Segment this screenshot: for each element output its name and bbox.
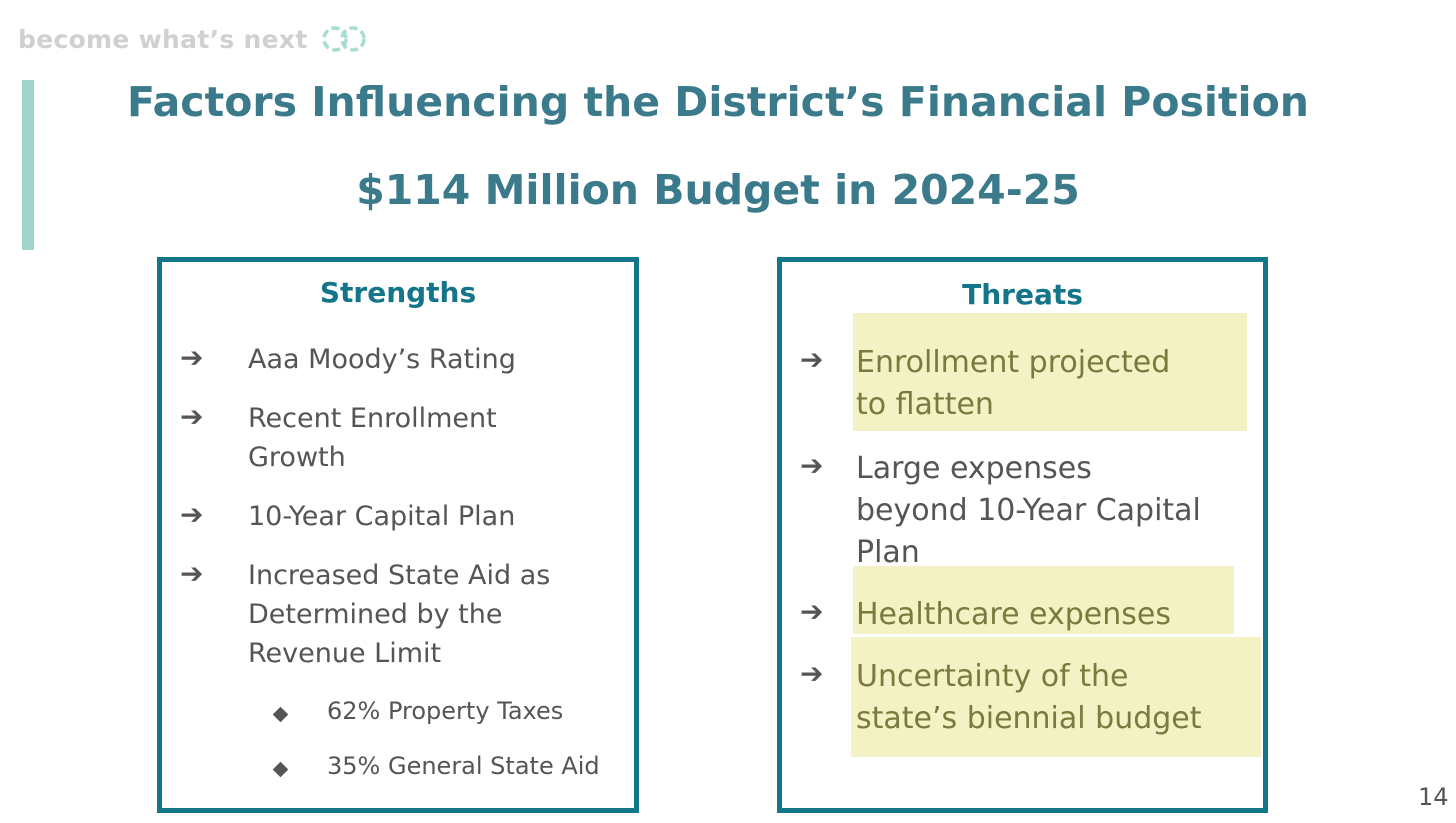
strength-line: Increased State Aid as <box>248 560 551 591</box>
strength-line: Revenue Limit <box>248 638 442 669</box>
sub-item-text: 35% General State Aid <box>327 752 600 780</box>
arrow-right-icon: ➔ <box>800 343 824 376</box>
threat-line: Large expenses <box>856 451 1092 486</box>
arrow-right-icon: ➔ <box>180 341 204 374</box>
arrow-right-icon: ➔ <box>180 400 204 433</box>
slide-subtitle: $114 Million Budget in 2024-25 <box>356 166 1080 214</box>
diamond-bullet-icon <box>273 707 289 723</box>
arrow-right-icon: ➔ <box>180 498 204 531</box>
threat-line: Plan <box>856 535 920 570</box>
threat-line: to flatten <box>856 387 994 422</box>
strength-line: Recent Enrollment <box>248 403 497 434</box>
brand-tagline-block <box>18 24 370 54</box>
arrow-right-icon: ➔ <box>800 657 824 690</box>
strength-line: 10-Year Capital Plan <box>248 501 516 532</box>
brand-tagline: become what’s next <box>18 24 308 54</box>
strength-line: Determined by the <box>248 599 503 630</box>
arrow-right-icon: ➔ <box>800 449 824 482</box>
strengths-panel <box>157 257 639 813</box>
arrow-right-icon: ➔ <box>180 557 204 590</box>
sub-item-text: 62% Property Taxes <box>327 697 564 725</box>
threat-line: beyond 10-Year Capital <box>856 493 1201 528</box>
infinity-rings-icon <box>318 24 370 54</box>
strengths-heading: Strengths <box>319 276 477 309</box>
threat-line: state’s biennial budget <box>856 701 1202 736</box>
page-number: 14 <box>1418 783 1449 811</box>
threat-line: Enrollment projected <box>856 345 1171 380</box>
threat-line: Uncertainty of the <box>856 659 1129 694</box>
slide-title: Factors Influencing the District’s Financial Position <box>127 78 1309 126</box>
threats-heading: Threats <box>962 278 1083 311</box>
strength-line: Growth <box>248 442 346 473</box>
strength-line: Aaa Moody’s Rating <box>248 344 516 375</box>
threat-line: Healthcare expenses <box>856 597 1171 632</box>
arrow-right-icon: ➔ <box>800 595 824 628</box>
diamond-bullet-icon <box>273 762 289 778</box>
threats-panel <box>777 257 1268 813</box>
